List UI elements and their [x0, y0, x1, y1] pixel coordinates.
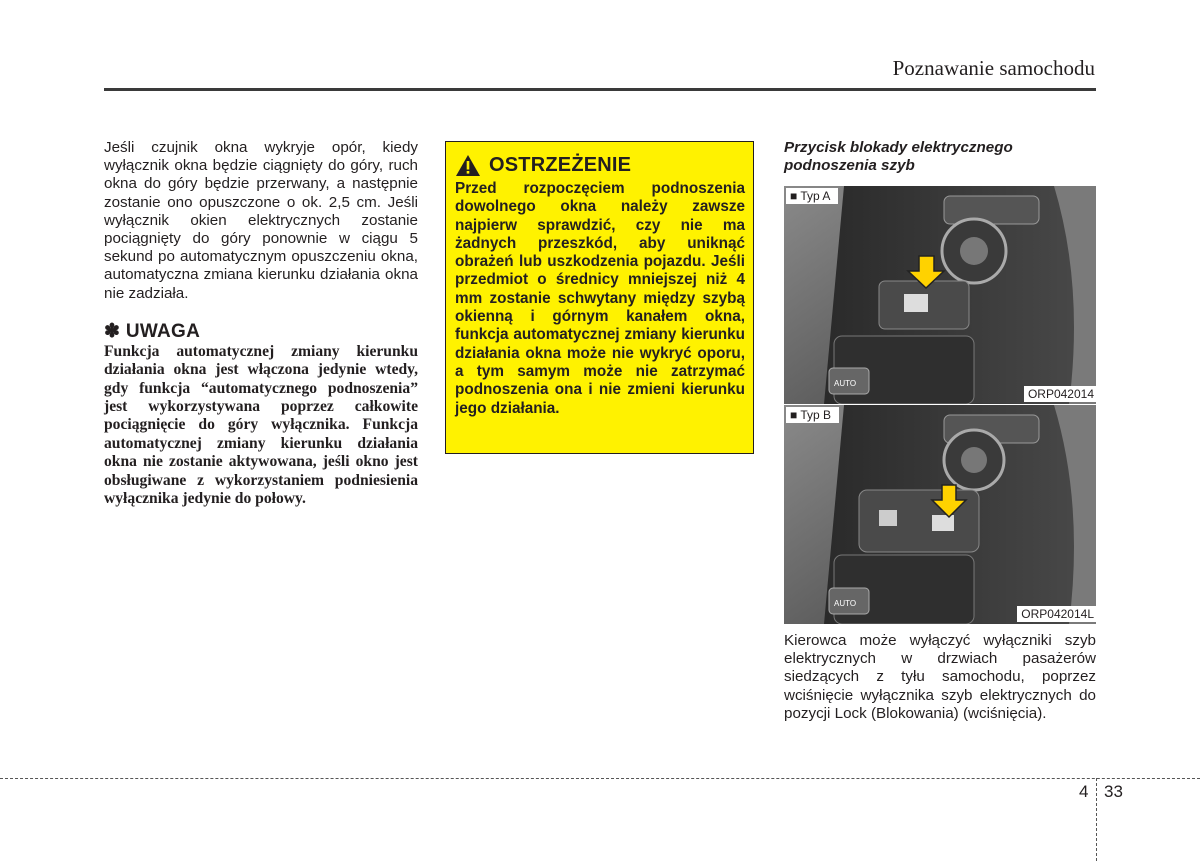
warning-box	[445, 141, 754, 454]
footer-dashed-rule	[0, 778, 1200, 779]
figure-a-code: ORP042014	[1024, 386, 1096, 402]
figure-type-b	[784, 405, 1096, 624]
body-paragraph-lock: Kierowca może wyłączyć wyłączniki szyb elektrycznych w drzwiach pasażerów siedzących z tyłu samochodu, poprzez wciśnięcie wyłącznika szyb elektrycznych do pozycji Lock (Blokowania) (wciśnięcia).	[784, 632, 1096, 722]
warning-triangle-icon	[455, 154, 481, 177]
door-switch-panel-b-illustration	[784, 405, 1096, 624]
note-heading-label: UWAGA	[125, 320, 201, 342]
page-number: 33	[1104, 782, 1123, 801]
warning-title: OSTRZEŻENIE	[489, 154, 632, 176]
warning-body: Przed rozpoczęciem podnoszenia dowolnego okna należy zawsze najpierw sprawdzić, czy nie ma żadnych przeszkód, aby uniknąć obrażeń lub uszkodzenia pojazdu. Jeśli przedmiot o średnicy mniejszej niż 4 mm zostanie schwytany między szybą okienną i górnym kanałem okna, funkcja automatycznej zmiany kierunku działania okna może nie wykryć oporu, a tym samym może nie zatrzymać podnoszenia ona i nie zmieni kierunku jego działania.	[455, 180, 745, 417]
door-switch-panel-a-illustration	[784, 186, 1096, 404]
page-chapter-number: 4	[1079, 782, 1089, 801]
figure-type-a	[784, 186, 1096, 404]
figure-a-type-label: ■ Typ A	[786, 188, 838, 204]
figure-b-type-label: ■ Typ B	[786, 407, 839, 423]
note-symbol-icon: ✽	[104, 320, 121, 342]
running-header-title: Poznawanie samochodu	[892, 56, 1095, 80]
auto-switch-label: AUTO	[834, 599, 857, 608]
note-heading	[104, 321, 418, 343]
figure-caption: Przycisk blokady elektrycznego podnoszenia szyb	[784, 139, 1013, 175]
figure-b-code: ORP042014L	[1017, 606, 1096, 622]
column-1	[104, 139, 418, 508]
column-3-text	[784, 632, 1096, 723]
note-body: Funkcja automatycznej zmiany kierunku działania okna jest włączona jedynie wtedy, gdy funkcja “automatycznego podnoszenia” jest wykorzystywana poprzez całkowite pociągnięcie do góry wyłącznika. Funkcja automatycznej zmiany kierunku działania okna nie zostanie aktywowana, jeśli okno jest obsługiwane z wykorzystaniem podniesienia wyłącznika jedynie do połowy.	[104, 342, 418, 508]
body-paragraph-sensor: Jeśli czujnik okna wykryje opór, kiedy wyłącznik okna będzie ciągnięty do góry, ruch okna do góry będzie przerwany, a następnie zostanie ono opuszczone o ok. 2,5 cm. Jeśli wyłącznik okien elektrycznych zostanie pociągnięty do góry ponownie w ciągu 5 sekund po automatycznym opuszczeniu okna, automatyczna zmiana kierunku działania okna nie zadziała.	[104, 139, 418, 302]
warning-header	[455, 154, 745, 177]
column-3-caption	[784, 139, 1096, 175]
header-rule	[104, 88, 1096, 91]
footer-vertical-rule	[1096, 778, 1097, 861]
auto-switch-label: AUTO	[834, 379, 857, 388]
